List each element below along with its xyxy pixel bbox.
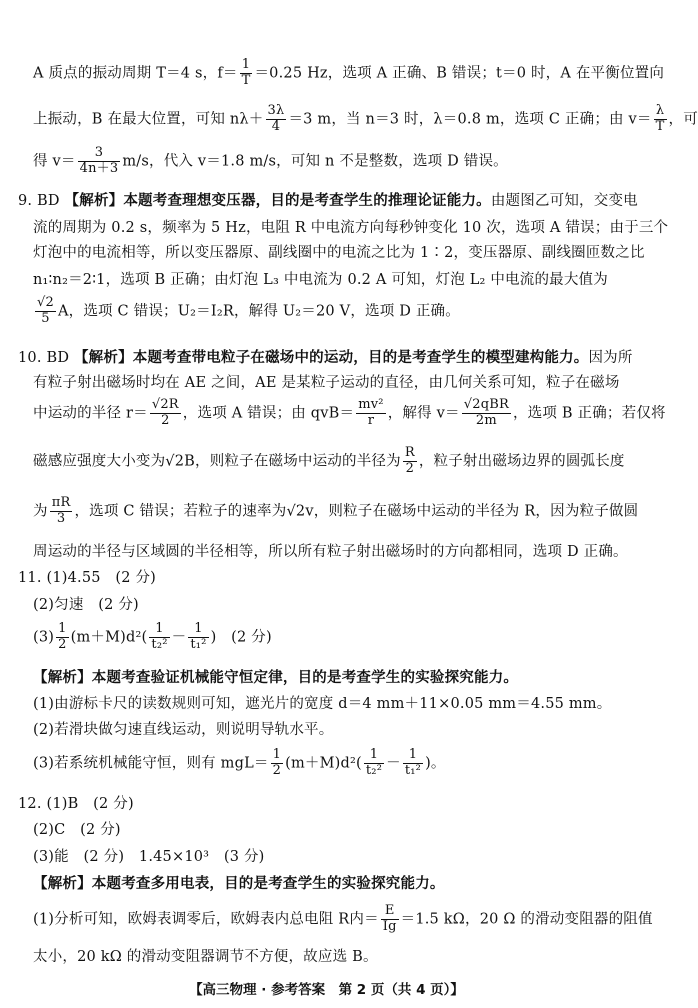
text-line: (3) $\frac{1}{2}$ (m＋M)d²( $\frac{1}{\text{t₂²}}$ － $\frac{1}{\text{t₁²}}$ ) (2 分)	[33, 621, 272, 652]
text-line: (2)C (2 分)	[33, 822, 121, 838]
fraction: $\frac{\lambda}{T}$	[655, 103, 665, 134]
fraction: $\frac{1}{\text{t₁²}}$	[190, 621, 207, 652]
text-line: (3)能 (2 分) 1.45×10³ (3 分)	[33, 849, 265, 865]
text-line: 有粒子射出磁场时均在 AE 之间，AE 是某粒子运动的直径，由几何关系可知，粒子在磁场	[33, 375, 620, 391]
text-line: A 质点的振动周期 T＝4 s，f＝ $\frac{1}{T}$ ＝0.25 Hz，选项 A 正确、B 错误；t＝0 时，A 在平衡位置向	[33, 57, 665, 88]
text-line: n₁∶n₂＝2∶1，选项 B 正确；由灯泡 L₃ 中电流为 0.2 A 可知，灯泡 L₂ 中电流的最大值为	[33, 272, 608, 288]
fraction: $\frac{1}{\text{t₂²}}$	[151, 621, 168, 652]
text-line: 灯泡中的电流相等，所以变压器原、副线圈中的电流之比为 1∶2，变压器原、副线圈匝数之比	[33, 245, 645, 261]
q11-analysis-head: 【解析】本题考查验证机械能守恒定律，目的是考查学生的实验探究能力。	[33, 670, 519, 686]
text-line: 上振动，B 在最大位置，可知 nλ＋ $\frac{3\lambda}{4}$ ＝3 m，当 n＝3 时，λ＝0.8 m，选项 C 正确；由 v＝ $\frac{\lambda}{T}$ ，可	[33, 103, 698, 134]
text-line: 流的周期为 0.2 s，频率为 5 Hz，电阻 R 中电流方向每秒钟变化 10 次，选项 A 错误；由于三个	[33, 220, 669, 236]
text-line: (2)匀速 (2 分)	[33, 597, 139, 613]
fraction: $\frac{1}{2}$	[58, 621, 67, 652]
fraction: $\frac{√2R}{2}$	[151, 397, 179, 428]
text-line: (1)由游标卡尺的读数规则可知，遮光片的宽度 d＝4 mm＋11×0.05 mm＝4.55 mm。	[33, 696, 612, 712]
q12-line: 12. (1)B (2 分)	[18, 796, 134, 812]
fraction: $\frac{√2}{5}$	[37, 295, 54, 326]
fraction: $\frac{1}{\text{t₁²}}$	[404, 747, 422, 778]
text-line: 太小，20 kΩ 的滑动变阻器调节不方便，故应选 B。	[33, 949, 378, 965]
text-line: 得 v＝ $\frac{3}{4n+3}$ m/s，代入 v＝1.8 m/s，可知 n 不是整数，选项 D 错误。	[33, 145, 508, 176]
fraction: $\frac{1}{T}$	[241, 57, 251, 88]
text-line: 为 $\frac{\pi R}{3}$ ，选项 C 错误；若粒子的速率为√2v，则粒子在磁场中运动的半径为 R，因为粒子做圆	[33, 495, 639, 526]
q10-line: 10. BD 【解析】本题考查带电粒子在磁场中的运动，目的是考查学生的模型建构能力。因为所	[18, 350, 633, 366]
fraction: $\frac{\pi R}{3}$	[51, 495, 71, 526]
fraction: $\frac{R}{2}$	[404, 445, 415, 476]
fraction: $\frac{\text{√2qBR}}{2m}$	[463, 397, 509, 428]
q12-analysis-head: 【解析】本题考查多用电表，目的是考查学生的实验探究能力。	[33, 876, 445, 892]
text-line: 中运动的半径 r＝ $\frac{√2R}{2}$ ，选项 A 错误；由 qvB＝ $\frac{\text{mv²}}{r}$ ，解得 v＝ $\frac{\text{√2qBR}}{2m}$ ，选项 B 正确；若仅将	[33, 397, 666, 428]
fraction: $\frac{3\lambda}{4}$	[267, 103, 285, 134]
fraction: $\frac{E}{Ig}$	[382, 903, 397, 934]
fraction: $\frac{3}{4n+3}$	[79, 145, 119, 176]
text-line: (3)若系统机械能守恒，则有 mgL＝ $\frac{1}{2}$ (m＋M)d²( $\frac{1}{\text{t₂²}}$ － $\frac{1}{\text{t₁²}}$ )。	[33, 747, 446, 778]
fraction: $\frac{\text{mv²}}{r}$	[358, 397, 384, 428]
page-footer: 【高三物理 · 参考答案 第 2 页（共 4 页）】	[189, 982, 464, 998]
text-line: 周运动的半径与区域圆的半径相等，所以所有粒子射出磁场时的方向都相同，选项 D 正确。	[33, 544, 628, 560]
text-line: (1)分析可知，欧姆表调零后，欧姆表内总电阻 R内＝ $\frac{E}{Ig}$ ＝1.5 kΩ，20 Ω 的滑动变阻器的阻值	[33, 903, 653, 934]
q9-line: 9. BD 【解析】本题考查理想变压器，目的是考查学生的推理论证能力。由题图乙可知，交变电	[18, 193, 638, 209]
fraction: $\frac{1}{2}$	[272, 747, 282, 778]
q11-line: 11. (1)4.55 (2 分)	[18, 570, 157, 586]
fraction: $\frac{1}{\text{t₂²}}$	[365, 747, 383, 778]
text-line: 磁感应强度大小变为√2B，则粒子在磁场中运动的半径为 $\frac{R}{2}$ ，粒子射出磁场边界的圆弧长度	[33, 445, 625, 476]
text-line: (2)若滑块做匀速直线运动，则说明导轨水平。	[33, 722, 334, 738]
text-line: $\frac{√2}{5}$ A，选项 C 错误；U₂＝I₂R，解得 U₂＝20 V，选项 D 正确。	[37, 295, 460, 326]
